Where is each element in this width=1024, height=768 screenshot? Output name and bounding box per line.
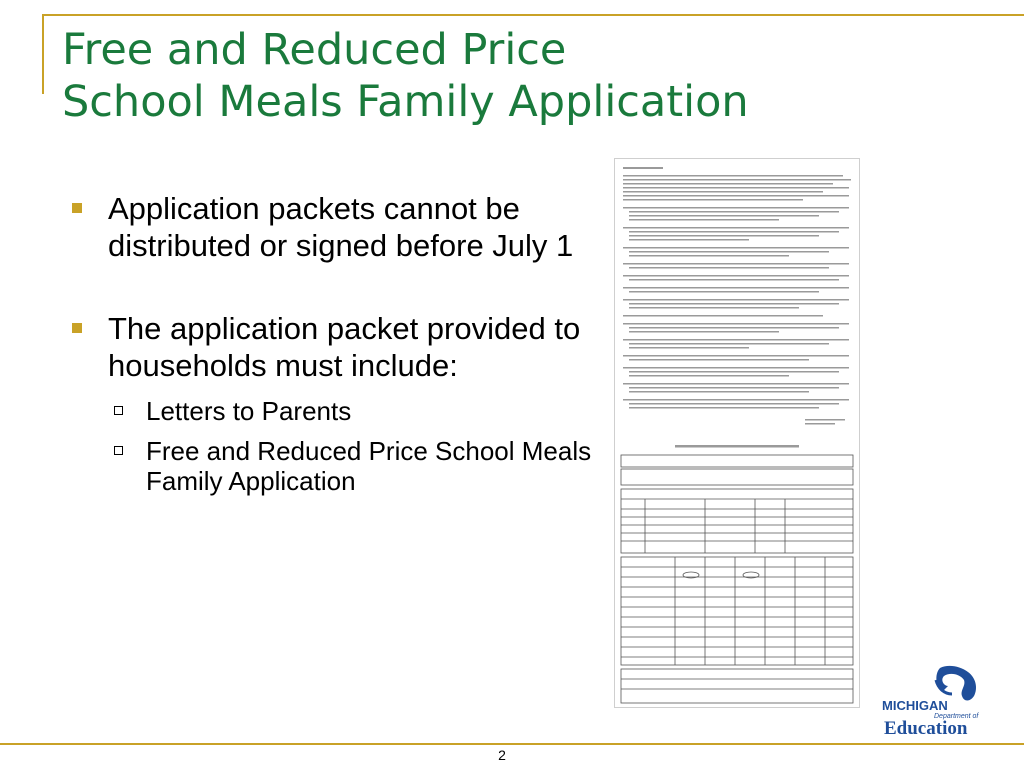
hollow-square-bullet-icon [114,406,123,415]
logo-line-3: Education [884,718,968,739]
bottom-rule [0,743,1024,745]
page-number: 2 [498,747,506,763]
form-thumbnail [615,159,859,707]
slide-title-line-2: School Meals Family Application [62,77,749,127]
square-bullet-icon [72,323,82,333]
slide-title-line-1: Free and Reduced Price [62,25,567,75]
slide-title [62,24,749,128]
subbullet-text: Letters to Parents [146,396,352,426]
logo-line-1: MICHIGAN [882,698,948,713]
bullet-item [72,190,592,264]
bullet-item [72,310,592,496]
logo-line-2: Department of [934,713,979,720]
bullet-text: The application packet provided to households must include: [108,311,581,383]
subbullet-list [108,396,592,496]
square-bullet-icon [72,203,82,213]
michigan-map-icon [936,666,976,701]
subbullet-text: Free and Reduced Price School Meals Family Application [146,436,592,496]
subbullet-item [108,436,592,496]
michigan-education-logo [878,662,988,740]
top-rule [42,14,1024,16]
hollow-square-bullet-icon [114,446,123,455]
subbullet-item [108,396,592,426]
bullet-list [72,190,592,542]
application-form-image [614,158,860,708]
bullet-text: Application packets cannot be distributed or signed before July 1 [108,191,574,263]
left-rule [42,14,44,94]
